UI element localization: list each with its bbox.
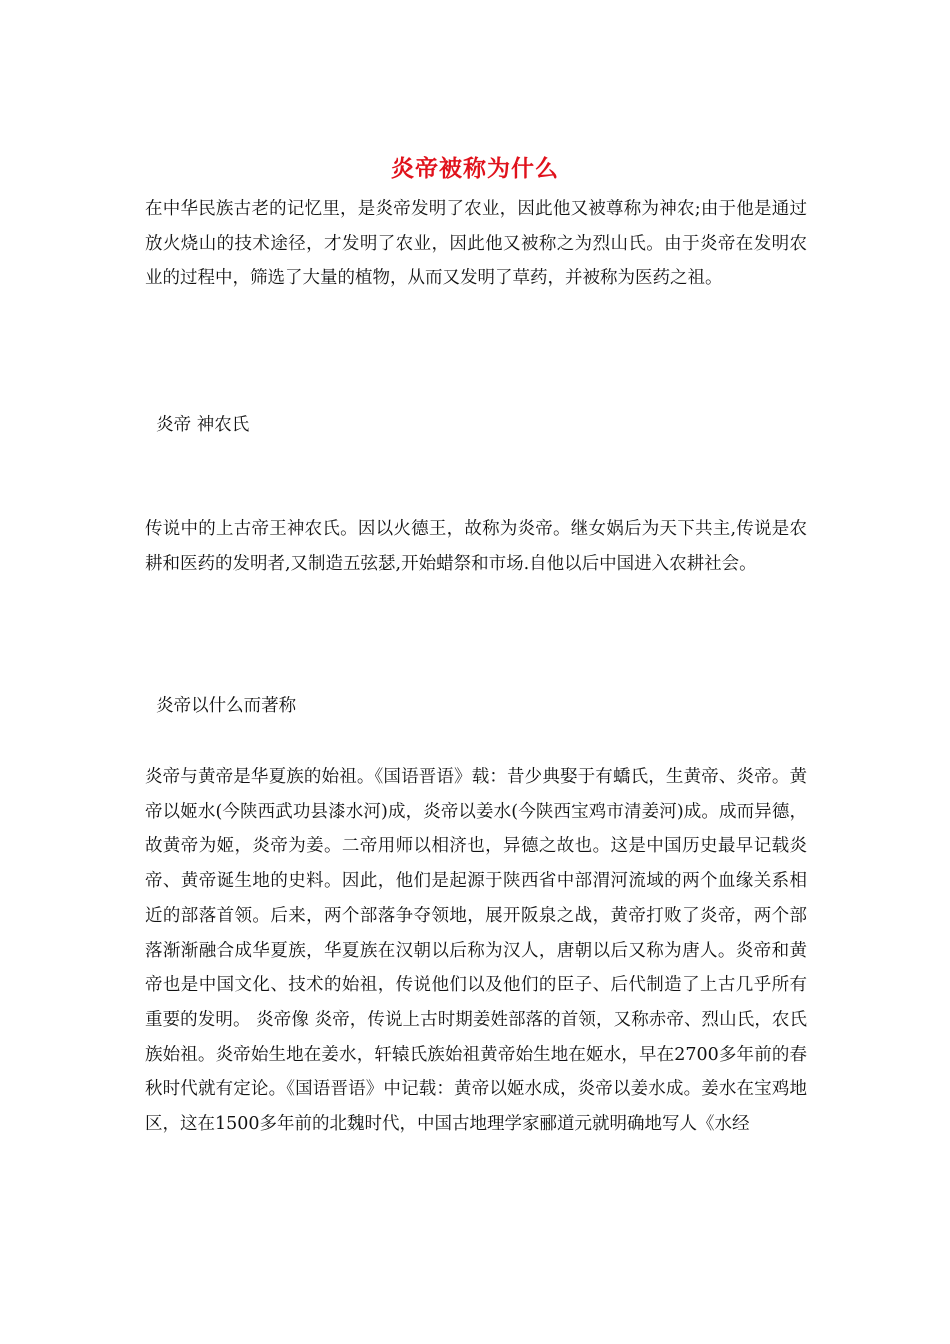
document-title: 炎帝被称为什么 — [391, 155, 559, 182]
section-heading-famous-for: 炎帝以什么而著称 — [145, 696, 297, 716]
intro-paragraph: 在中华民族古老的记忆里，是炎帝发明了农业，因此他又被尊称为神农;由于他是通过放火烧山的技术途径，才发明了农业，因此他又被称之为烈山氏。由于炎帝在发明农业的过程中，筛选了大量的植物，从而又发明了草药，并被称为医药之祖。 — [145, 199, 807, 289]
section-heading-shennong: 炎帝 神农氏 — [145, 415, 250, 435]
section-paragraph-famous-for: 炎帝与黄帝是华夏族的始祖。《国语晋语》载：昔少典娶于有蟜氏，生黄帝、炎帝。黄帝以姬水(今陕西武功县漆水河)成，炎帝以姜水(今陕西宝鸡市清姜河)成。成而异德，故黄帝为姬，炎帝为姜。二帝用师以相济也，异德之故也。这是中国历史最早记载炎帝、黄帝诞生地的史料。因此，他们是起源于陕西省中部渭河流域的两个血缘关系相近的部落首领。后来，两个部落争夺领地，展开阪泉之战，黄帝打败了炎帝，两个部落渐渐融合成华夏族，华夏族在汉朝以后称为汉人，唐朝以后又称为唐人。炎帝和黄帝也是中国文化、技术的始祖，传说他们以及他们的臣子、后代制造了上古几乎所有重要的发明。 炎帝像 炎帝，传说上古时期姜姓部落的首领，又称赤帝、烈山氏，农氏族始祖。炎帝始生地在姜水，轩辕氏族始祖黄帝始生地在姬水，早在2700多年前的春秋时代就有定论。《国语晋语》中记载：黄帝以姬水成，炎帝以姜水成。姜水在宝鸡地区，这在1500多年前的北魏时代，中国古地理学家郦道元就明确地写人《水经 — [145, 767, 807, 1135]
section-paragraph-shennong: 传说中的上古帝王神农氏。因以火德王，故称为炎帝。继女娲后为天下共主,传说是农耕和医药的发明者,又制造五弦瑟,开始蜡祭和市场.自他以后中国进入农耕社会。 — [145, 519, 807, 574]
